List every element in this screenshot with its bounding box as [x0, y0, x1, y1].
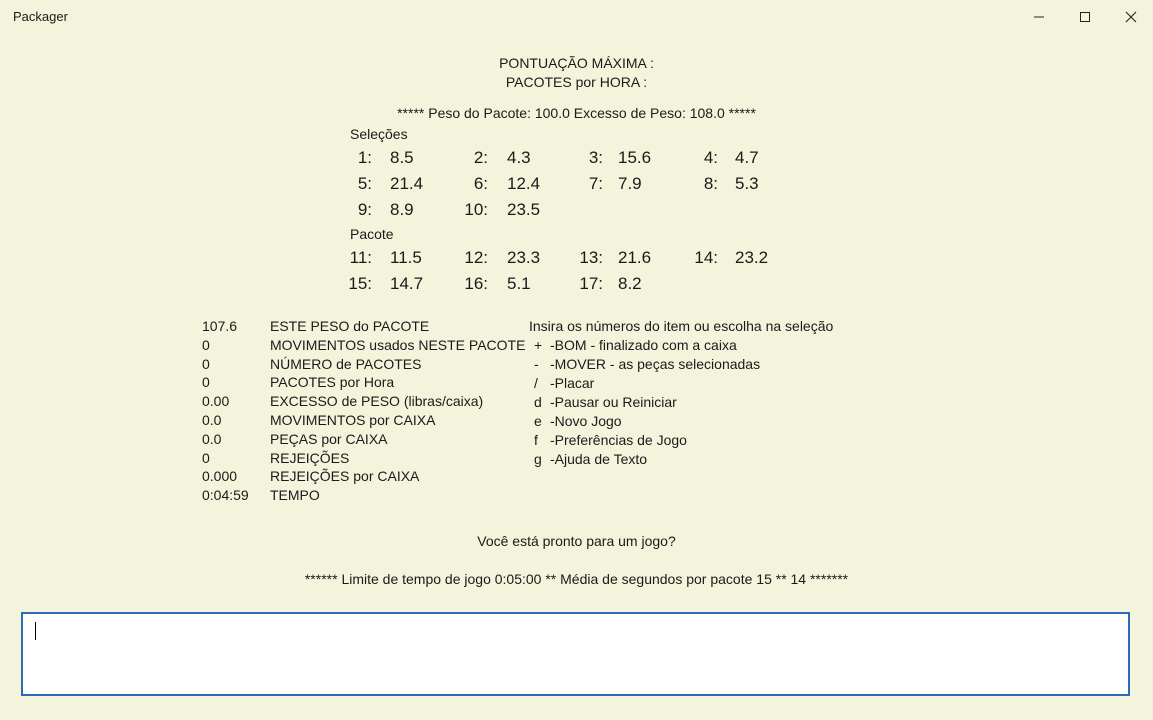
item-number: 15:	[348, 274, 372, 293]
command-input[interactable]	[21, 612, 1130, 696]
item-number: 9:	[357, 200, 372, 219]
item-weight: 11.5	[390, 248, 422, 267]
packages-per-hour-label: PACOTES por HORA :	[505, 74, 648, 90]
item-weight: 4.7	[735, 148, 759, 167]
item-weight: 4.3	[507, 148, 531, 167]
item-number: 6:	[473, 174, 488, 193]
close-button[interactable]	[1108, 0, 1153, 34]
item-weight: 8.5	[390, 148, 414, 167]
stat-value: 0.00	[202, 393, 230, 410]
item-weight: 21.6	[618, 248, 652, 267]
command-key: e	[534, 413, 542, 429]
stat-label: EXCESSO de PESO (libras/caixa)	[270, 393, 484, 410]
stat-value: 0	[202, 449, 210, 466]
weights-line: ***** Peso do Pacote: 100.0 Excesso de Peso: 108.0 *****	[397, 105, 756, 121]
maximize-button[interactable]	[1062, 0, 1108, 34]
stat-label: ESTE PESO do PACOTE	[270, 318, 430, 334]
max-score-label: PONTUAÇÃO MÁXIMA :	[499, 55, 654, 71]
commands-heading: Insira os números do item ou escolha na seleção	[529, 318, 834, 334]
ready-prompt: Você está pronto para um jogo?	[477, 533, 676, 549]
stat-label: MOVIMENTOS por CAIXA	[270, 412, 436, 428]
command-description: -BOM - finalizado com a caixa	[550, 337, 737, 353]
stat-value: 0	[202, 374, 210, 391]
item-weight: 14.7	[390, 274, 424, 293]
text-caret	[35, 622, 36, 640]
item-number: 17:	[579, 274, 603, 293]
command-key: -	[534, 356, 539, 372]
item-weight: 12.4	[507, 174, 541, 193]
stat-label: PACOTES por Hora	[270, 374, 395, 391]
command-key: g	[534, 451, 542, 467]
minimize-icon	[1033, 11, 1045, 23]
stat-label: PEÇAS por CAIXA	[270, 430, 388, 447]
item-weight: 8.2	[618, 274, 642, 293]
title-bar	[0, 0, 1153, 34]
item-weight: 5.3	[735, 174, 759, 193]
item-number: 10:	[464, 200, 488, 219]
stat-value: 0	[202, 336, 210, 353]
item-weight: 7.9	[618, 174, 642, 193]
item-number: 2:	[473, 148, 488, 167]
selections-label: Seleções	[350, 126, 408, 142]
item-number: 7:	[588, 174, 603, 193]
command-description: -Pausar ou Reiniciar	[550, 394, 677, 410]
stat-label: NÚMERO de PACOTES	[270, 355, 422, 372]
stat-value: 0	[202, 355, 210, 372]
item-number: 14:	[694, 248, 718, 267]
item-weight: 23.5	[507, 200, 541, 219]
package-label: Pacote	[350, 226, 394, 242]
item-weight: 23.3	[507, 248, 541, 267]
command-description: -MOVER - as peças selecionadas	[550, 356, 761, 372]
item-number: 5:	[357, 174, 372, 193]
command-key: +	[534, 337, 543, 353]
stat-label: TEMPO	[270, 487, 320, 504]
footer-line: ****** Limite de tempo de jogo 0:05:00 ** Média de segundos por pacote 15 ** 14 *******	[304, 571, 849, 587]
item-weight: 23.2	[735, 248, 769, 267]
item-weight: 8.9	[390, 200, 414, 219]
item-number: 4:	[703, 148, 718, 167]
window-title: Packager	[13, 9, 68, 24]
item-number: 16:	[464, 274, 488, 293]
command-key: d	[534, 394, 542, 410]
stat-value: 0.000	[202, 468, 238, 485]
command-description: -Ajuda de Texto	[550, 451, 648, 467]
item-number: 11:	[349, 248, 372, 267]
command-key: /	[534, 375, 538, 391]
item-number: 8:	[703, 174, 718, 193]
stat-label: REJEIÇÕES	[270, 449, 350, 466]
item-number: 12:	[464, 248, 488, 267]
maximize-icon	[1079, 11, 1091, 23]
item-number: 1:	[357, 148, 372, 167]
command-description: -Preferências de Jogo	[550, 432, 687, 448]
stat-label: REJEIÇÕES por CAIXA	[270, 468, 420, 485]
minimize-button[interactable]	[1016, 0, 1062, 34]
command-key: f	[534, 432, 538, 448]
stat-label: MOVIMENTOS usados NESTE PACOTE	[270, 336, 526, 353]
item-weight: 21.4	[390, 174, 424, 193]
stat-value: 107.6	[202, 318, 238, 334]
command-description: -Placar	[550, 375, 595, 391]
stat-value: 0:04:59	[202, 487, 249, 504]
close-icon	[1125, 11, 1137, 23]
command-description: -Novo Jogo	[550, 413, 622, 429]
item-weight: 15.6	[618, 148, 652, 167]
stat-value: 0.0	[202, 430, 222, 447]
item-number: 3:	[588, 148, 603, 167]
stat-value: 0.0	[202, 412, 222, 428]
item-number: 13:	[579, 248, 603, 267]
item-weight: 5.1	[507, 274, 531, 293]
